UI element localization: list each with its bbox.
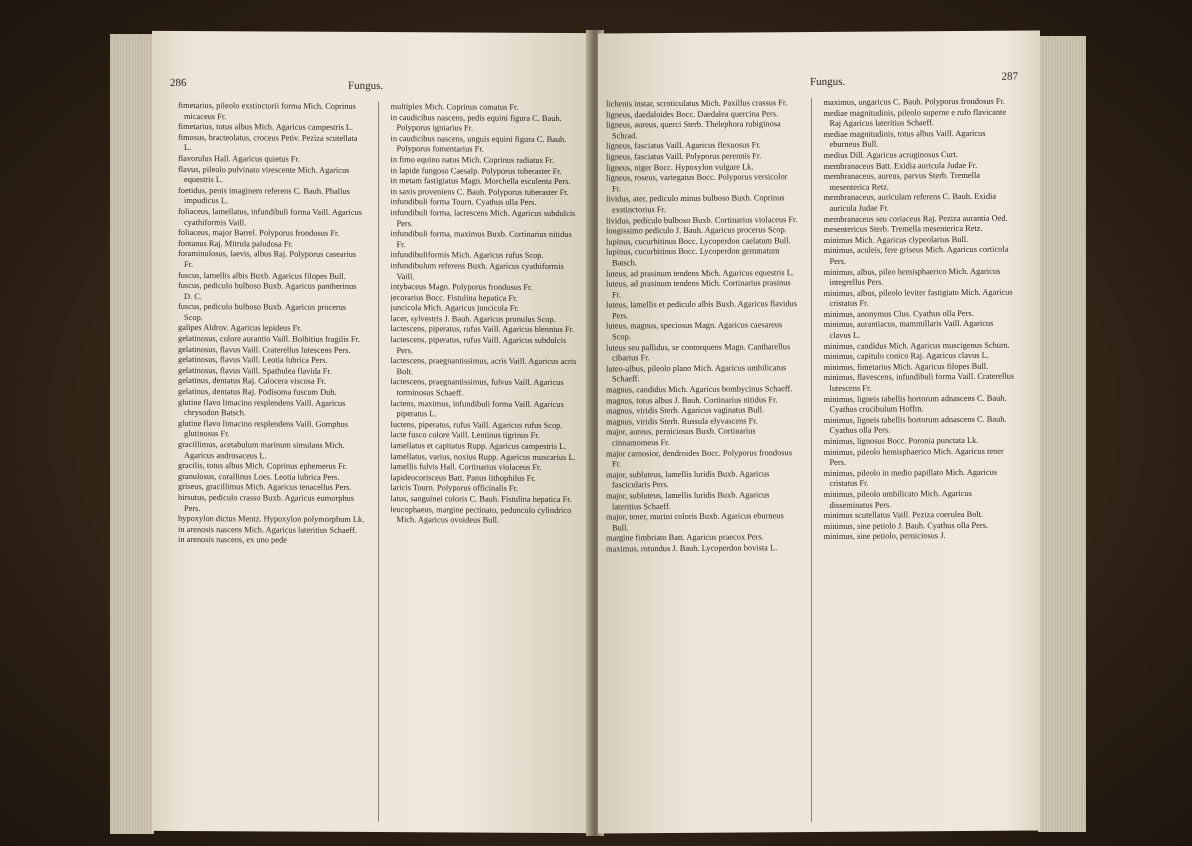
index-entry: intybaceus Magn. Polyporus frondosus Fr.	[390, 282, 533, 292]
index-entry: foraminulosus, laevis, albus Raj. Polyporus casearius Fr.	[178, 249, 357, 269]
index-entry: infundibuliformis Mich. Agaricus rufus Scop.	[390, 250, 544, 261]
index-entry: lamellis fulvis Hall. Cortinarius violaceus Fr.	[390, 462, 542, 473]
index-entry: membranaceus, aureus, parvus Sterb. Tremella mesenterica Retz.	[823, 171, 981, 192]
index-entry: griseus, gracillimus Mich. Agaricus tenacellus Pers.	[178, 482, 352, 493]
index-entry: latus, sanguinei coloris C. Bauh. Fistulina hepatica Fr.	[390, 494, 572, 505]
index-entry: lamellatus, varius, noxius Rupp. Agaricus muscarius L.	[390, 451, 576, 462]
index-entry: minimus, lignosus Bocc. Poronia punctata Lk.	[823, 435, 979, 446]
index-entry: minimus, albus, pileo hemisphaerico Mich. Agaricus integrellus Pers.	[823, 266, 1001, 288]
index-entry: minimus, aculeis, fere griseus Mich. Agaricus corticola Pers.	[823, 244, 1009, 266]
index-entry: in arenosis nascens Mich. Agaricus lateritius Schaeff.	[178, 524, 357, 535]
running-head-right: Fungus.	[810, 75, 846, 89]
index-entry: maximus, ungaricus C. Bauh. Polyporus frondosus Fr.	[823, 96, 1005, 107]
column-divider	[378, 102, 379, 822]
index-entry: flavus, pileolo pulvinato virescente Mich. Agaricus equestris L.	[178, 164, 350, 185]
index-entry: gracillimus, acetabulum marinum simulans Mich. Agaricus androsaceus L.	[178, 439, 345, 461]
index-entry: minimus, sine petiolo, perniciosus J.	[823, 531, 946, 542]
index-entry: lacer, sylvestris J. Bauh. Agaricus prunulus Scop.	[390, 313, 556, 324]
left-page	[152, 31, 592, 833]
index-entry: minimus, flavescens, infundibuli forma Vaill. Craterellus lutescens Fr.	[823, 372, 1015, 393]
index-entry: ligneus, roseus, variegatus Bocc. Polyporus versicolor Fr.	[606, 172, 788, 194]
index-entry: luctens, piperatus, rufus Vaill. Agaricus rufus Scop.	[390, 419, 563, 430]
index-entry: mesentericus Sterb. Tremella mesenterica Retz.	[823, 223, 983, 235]
index-entry: juncicola Mich. Agaricus juncicola Fr.	[390, 303, 519, 314]
index-entry: lactescens, praegnantissimus, fulvus Vaill. Agaricus torminosus Schaeff.	[390, 377, 564, 398]
index-entry: minimus, pileolo hemisphaerico Mich. Agaricus tener Pers.	[823, 446, 1004, 468]
index-entry: major, subluteus, lamellis luridis Buxb. Agaricus fascicularis Pers.	[606, 469, 770, 490]
column-divider	[811, 98, 812, 822]
index-entry: in saxis proveniens C. Bauh. Polyporus tuberaster Fr.	[390, 186, 569, 197]
index-entry: minimus, pileolo umbilicato Mich. Agaricus disseminatus Pers.	[823, 488, 972, 510]
index-entry: lactescens, piperatus, rufus Vaill. Agaricus blennius Fr.	[390, 324, 575, 335]
index-entry: lamellatus et capitatus Rupp. Agaricus campestris L.	[390, 441, 567, 452]
index-entry: major, subluteus, lamellis luridis Buxb. Agaricus lateritius Schaeff.	[606, 490, 770, 512]
index-entry: minimus, candidus Mich. Agaricus muscigenus Schum.	[823, 340, 1010, 351]
index-entry: ligneus, fasciatus Vaill. Agaricus flexuosus Fr.	[606, 140, 761, 151]
index-entry: lupinus, cucurbitinus Bocc. Lycoperdon caelatum Bull.	[606, 235, 791, 247]
right-page-columns	[606, 97, 1016, 824]
index-entry: hirsutus, pediculo crasso Buxb. Agaricus eumorphus Pers.	[178, 492, 355, 513]
index-entry: magnus, viridis Sterb. Russula elyvascens Fr.	[606, 416, 758, 427]
index-entry: fimetarius, totus albus Mich. Agaricus campestris L.	[178, 122, 354, 133]
index-entry: lichenis instar, scroticulatus Mich. Paxillus crassus Fr.	[606, 98, 788, 109]
index-entry: foliaceus, lamellatus, infundibuli forma Vaill. Agaricus cyathiformis Vaill.	[178, 206, 363, 227]
index-entry: mediae magnitudinis, pileolo superne e rufo flavicante Raj Agaricus lateritius Schaeff.	[823, 107, 1007, 129]
index-entry: luteus, ad prasinum tendens Mich. Agaricus equestris L.	[606, 267, 794, 278]
index-entry: gelatinus, dentatus Raj. Podisoma fuscum Dub.	[178, 387, 337, 397]
index-entry: minimus, sine petiolo J. Bauh. Cyathus olla Pers.	[823, 520, 988, 531]
index-entry: major, tener, murini coloris Buxb. Agaricus eburneus Bull.	[606, 511, 784, 533]
index-entry: fuscus, lamellis albis Buxb. Agaricus filopes Bull.	[178, 270, 346, 281]
index-entry: medius Dill. Agaricus acruginosus Curt.	[823, 149, 958, 160]
left-column-1	[178, 101, 366, 822]
right-column-2	[824, 97, 1017, 822]
index-entry: gelatinosus, colore aurantio Vaill. Bolbitius fragilis Fr.	[178, 334, 360, 344]
index-entry: minimus, capitulo conico Raj. Agaricus clavus L.	[823, 351, 989, 362]
index-entry: leucophaeus, margine pectinato, pedunculo cylindrico Mich. Agaricus ovoideus Bull.	[390, 504, 572, 525]
index-entry: magnus, candidus Mich. Agaricus bombycinus Schaeff.	[606, 384, 793, 395]
index-entry: minimus scutellatus Vaill. Peziza coerulea Bolt.	[823, 510, 984, 521]
index-entry: in fimo equino natus Mich. Coprinus radiatus Fr.	[390, 155, 555, 165]
index-entry: minimus, anonymus Clus. Cyathus olla Pers.	[823, 308, 974, 319]
index-entry: glutine flavo limacino resplendens Vaill. Agaricus chrysodon Batsch.	[178, 397, 346, 418]
index-entry: gelatinosus, flavus Vaill. Craterellus lutescens Pers.	[178, 344, 351, 355]
index-entry: major carnosior, dendroides Bocc. Polyporus frondosus Fr.	[606, 447, 792, 469]
index-entry: lividus, pediculo bulboso Buxb. Cortinarius violaceus Fr.	[606, 214, 798, 226]
index-entry: longissimo pediculo J. Bauh. Agaricus procerus Scop.	[606, 225, 787, 236]
index-entry: lapideocorisceus Batt. Panus lithophilus Fr.	[390, 472, 536, 483]
right-page	[598, 30, 1040, 833]
index-entry: ligneus, fasciatus Vaill. Polyporus perennis Fr.	[606, 151, 762, 162]
index-entry: minimus, ligneis tabellis hortorum adnascens C. Bauh. Cyathus olla Pers.	[823, 414, 1007, 436]
index-entry: luteus, ad prasinum tendens Mich. Cortinarius prasinus Fr.	[606, 278, 791, 300]
index-entry: lupinus, cucurbitinus Bocc. Lycoperdon gemmatum Batsch.	[606, 246, 780, 268]
index-entry: gracilis, totus albus Mich. Coprinus ephemerus Fr.	[178, 461, 348, 472]
index-entry: in caudicibus nascens, pedis equini figura C. Bauh. Polyporus igniarius Fr.	[390, 112, 562, 133]
index-entry: membranaceus Batt. Exidia auricula Judae Fr.	[823, 160, 978, 171]
index-entry: membranaceus seu coriaceus Raj. Peziza aurantia Oed.	[823, 213, 1008, 224]
index-entry: foliaceus, major Barrel. Polyporus frondosus Fr.	[178, 228, 340, 238]
index-entry: membranaceus, auriculam referens C. Bauh. Exidia auricula Judae Fr.	[823, 192, 997, 213]
index-entry: flavorulus Hall. Agaricus quietus Fr.	[178, 153, 300, 164]
index-entry: granulosus, corallinus Loes. Leotia lubrica Pers.	[178, 471, 340, 482]
index-entry: laricis Tourn. Polyporus officinalis Fr.	[390, 483, 519, 494]
index-entry: luteus seu pallidus, se contorquens Magn. Cantharellus cibarius Fr.	[606, 341, 791, 363]
index-entry: fimosus, bracteolatus, croceus Petiv. Peziza scutellata L.	[178, 132, 358, 153]
index-entry: galipes Aldrov. Agaricus lepideus Fr.	[178, 323, 302, 334]
right-column-1	[606, 98, 799, 823]
index-entry: lactens, maximus, infundibuli forma Vaill. Agaricus piperatus L.	[390, 398, 564, 419]
index-entry: minimus, pileolo in medio papillato Mich. Agaricus cristatus Fr.	[823, 467, 998, 489]
index-entry: magnus, totus albus J. Bauh. Cortinarius nitidus Fr.	[606, 394, 778, 406]
index-entry: minimus, aurantiacus, mammillaris Vaill. Agaricus clavus L.	[823, 319, 994, 340]
index-entry: jecorarius Bocc. Fistulina hepatica Fr.	[390, 292, 518, 303]
index-entry: fuscus, pediculo bulboso Buxb. Agaricus pantherinus D. C.	[178, 281, 357, 301]
index-entry: in arenosis nascens, ex uno pede	[178, 535, 287, 545]
running-head-left: Fungus.	[348, 79, 384, 93]
index-entry: foetidus, penis imaginem referens C. Bauh. Phallus impudicus L.	[178, 185, 350, 206]
index-entry: luteus, lamellis et pediculo albis Buxb. Agaricus flavidus Pers.	[606, 299, 797, 321]
right-page-edges	[1038, 36, 1086, 832]
index-entry: glutine flavo limacino resplendens Vaill. Gomphus glutinosus Fr.	[178, 418, 349, 439]
index-entry: infundibulum referens Buxb. Agaricus cyathiformis Vaill.	[390, 261, 564, 281]
index-entry: lividus, ater, pediculo minus bulboso Buxb. Coprinus exstinctorius Fr.	[606, 193, 785, 215]
index-entry: minimus, albus, pileolo leviter fastigiato Mich. Agaricus cristatus Fr.	[823, 287, 1013, 309]
index-entry: ligneus, daedaloides Bocc. Daedalea quercina Pers.	[606, 108, 779, 120]
index-entry: maximus, rotundus J. Bauh. Lycoperdon bovista L.	[606, 543, 778, 554]
index-entry: ligneus, aureus, querci Sterb. Thelephora rubiginosa Schrad.	[606, 119, 781, 141]
index-entry: infundibuli forma, lactescens Mich. Agaricus subdulcis Pers.	[390, 208, 576, 228]
index-entry: in lapide fungoso Caesalp. Polyporus tuberaster Fr.	[390, 165, 562, 176]
index-entry: minimus Mich. Agaricus clypeolarius Bull.	[823, 234, 969, 245]
index-entry: hypoxylon dictus Mentz. Hypoxylon polymorphum Lk.	[178, 514, 365, 525]
index-entry: ligneus, niger Bocc. Hypoxylon vulgare Lk.	[606, 162, 754, 173]
index-entry: in metam fastigiatus Magn. Morchella esculenta Pers.	[390, 176, 571, 187]
index-entry: infundibuli forma, maximus Buxb. Cortinarius nitidus Fr.	[390, 229, 572, 249]
page-number-left: 286	[170, 76, 187, 90]
index-entry: lacte fusco colore Vaill. Lentinus tigrinus Fr.	[390, 430, 540, 441]
index-entry: major, aureus, perniciosus Buxb. Cortinarius cinnamomeus Fr.	[606, 426, 756, 448]
index-entry: in caudicibus nascens, unguis equini figura C. Bauh. Polyporus fomentarius Fr.	[390, 133, 567, 154]
index-entry: infundibuli forma Tourn. Cyathus olla Pers.	[390, 197, 537, 208]
left-column-2	[391, 102, 579, 823]
index-entry: fimetarius, pileolo exstinctorii forma Mich. Coprinus micaceus Fr.	[178, 100, 356, 121]
index-entry: magnus, viridis Sterb. Agaricus vaginatus Bull.	[606, 405, 765, 416]
page-number-right: 287	[1001, 70, 1018, 83]
index-entry: mediae magnitudinis, totus albus Vaill. Agaricus eburneus Bull.	[823, 128, 986, 150]
index-entry: minimus, fimetarius Mich. Agaricus filopes Bull.	[823, 361, 989, 372]
index-entry: gelatinosus, flavus Vaill. Spathulea flavida Fr.	[178, 365, 332, 376]
index-entry: lactescens, praegnantissimus, acris Vaill. Agaricus acris Bolt.	[390, 356, 577, 377]
left-page-edges	[110, 34, 154, 834]
left-page-columns	[178, 101, 578, 823]
index-entry: minimus, ligneis tabellis hortorum adnascens C. Bauh. Cyathus crucibulum Hoffm.	[823, 393, 1007, 415]
index-entry: fontanus Raj. Mitrula paludosa Fr.	[178, 238, 293, 249]
index-entry: lactescens, piperatus, rufus Vaill. Agaricus subdulcis Pers.	[390, 335, 567, 355]
index-entry: fuscus, pediculo bulboso Buxb. Agaricus procerus Scop.	[178, 302, 347, 322]
index-entry: multiplex Mich. Coprinus comatus Fr.	[390, 102, 519, 112]
index-entry: luteo-albus, pileolo plano Mich. Agaricus umbilicatus Schaeff.	[606, 363, 787, 384]
index-entry: gelatinosus, flavus Vaill. Leotia lubrica Pers.	[178, 355, 328, 366]
index-entry: margine fimbriato Batt. Agaricus praecox Pers.	[606, 532, 764, 543]
index-entry: gelatinus, dentatus Raj. Calocera viscosa Fr.	[178, 376, 326, 387]
index-entry: luteus, magnus, speciosus Magn. Agaricus caesareus Scop.	[606, 320, 783, 342]
